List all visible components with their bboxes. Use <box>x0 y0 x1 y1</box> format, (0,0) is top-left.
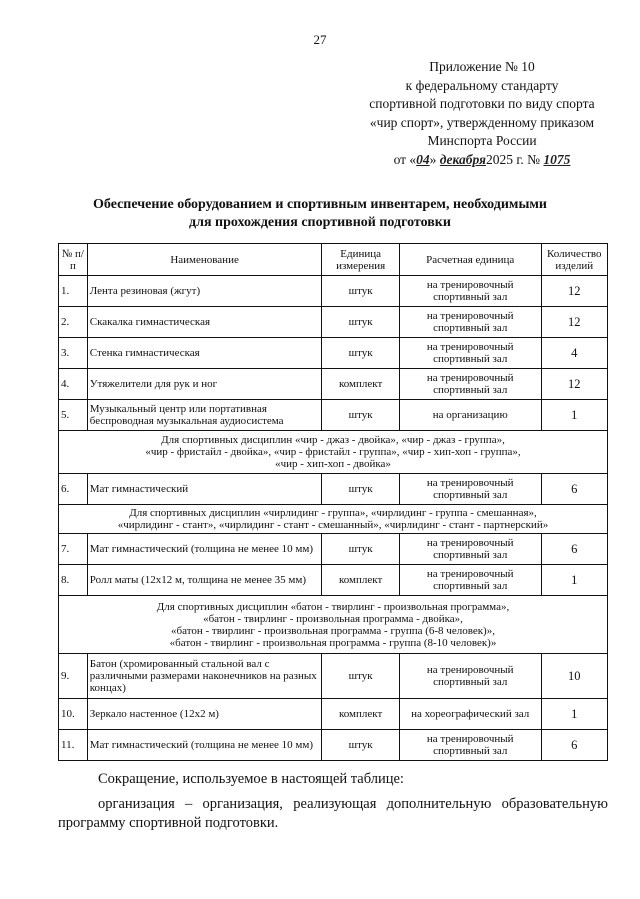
row-qty: 12 <box>541 307 607 338</box>
appendix-line-4: «чир спорт», утвержденному приказом <box>369 114 595 130</box>
table-row <box>59 534 608 565</box>
row-calc: на тренировочный спортивный зал <box>399 474 541 505</box>
row-unit: штук <box>322 654 399 699</box>
row-unit: штук <box>322 534 399 565</box>
row-calc: на тренировочный спортивный зал <box>399 276 541 307</box>
header-unit: Единица измерения <box>322 244 399 276</box>
row-name: Батон (хромированный стальной вал с различными размерами наконечников на разных концах) <box>87 654 322 699</box>
header-num: № п/п <box>59 244 88 276</box>
header-calc: Расчетная единица <box>399 244 541 276</box>
row-qty: 4 <box>541 338 607 369</box>
date-month: декабря <box>439 151 487 167</box>
row-unit: штук <box>322 730 399 761</box>
section-line: «батон - твирлинг - произвольная программа - группа (6-8 человек)», <box>171 624 495 637</box>
row-qty: 12 <box>541 276 607 307</box>
title-line-1: Обеспечение оборудованием и спортивным инвентарем, необходимыми <box>93 197 547 212</box>
equipment-table <box>58 243 608 761</box>
row-name: Стенка гимнастическая <box>87 338 322 369</box>
appendix-line-1: Приложение № 10 <box>429 59 535 74</box>
appendix-block <box>352 58 612 169</box>
row-unit: штук <box>322 276 399 307</box>
row-num: 9. <box>59 654 88 699</box>
appendix-line-2: к федеральному стандарту <box>405 77 559 93</box>
section-line: «чирлидинг - стант», «чирлидинг - стант - смешанный», «чирлидинг - стант - партнерский» <box>117 519 549 531</box>
row-name: Скакалка гимнастическая <box>87 307 322 338</box>
row-calc: на тренировочный спортивный зал <box>399 534 541 565</box>
order-number: 1075 <box>543 151 571 167</box>
row-unit: комплект <box>322 369 399 400</box>
table-row <box>59 338 608 369</box>
abbreviation-heading: Сокращение, используемое в настоящей таблице: <box>98 771 404 787</box>
row-name: Мат гимнастический <box>87 474 322 505</box>
header-qty: Количество изделий <box>541 244 607 276</box>
row-qty: 10 <box>541 654 607 699</box>
appendix-line-5: Минспорта России <box>427 133 537 148</box>
row-calc: на тренировочный спортивный зал <box>399 730 541 761</box>
table-row <box>59 654 608 699</box>
row-unit: комплект <box>322 699 399 730</box>
section-line: «чир - хип-хоп - двойка» <box>275 458 391 470</box>
row-num: 7. <box>59 534 88 565</box>
table-row <box>59 699 608 730</box>
table-row <box>59 276 608 307</box>
table-row <box>59 474 608 505</box>
page-title <box>40 196 600 232</box>
row-calc: на организацию <box>399 400 541 431</box>
row-num: 6. <box>59 474 88 505</box>
table-row <box>59 400 608 431</box>
row-qty: 6 <box>541 730 607 761</box>
section-row <box>59 431 608 474</box>
date-mid: » <box>429 151 437 167</box>
date-year: 2025 г. № <box>486 151 541 167</box>
row-name: Лента резиновая (жгут) <box>87 276 322 307</box>
row-qty: 12 <box>541 369 607 400</box>
row-calc: на тренировочный спортивный зал <box>399 338 541 369</box>
row-unit: комплект <box>322 565 399 596</box>
date-day: 04 <box>416 151 430 167</box>
row-qty: 1 <box>541 699 607 730</box>
title-line-2: для прохождения спортивной подготовки <box>189 215 451 230</box>
row-num: 4. <box>59 369 88 400</box>
section-row <box>59 505 608 534</box>
row-name: Музыкальный центр или портативная беспроводная музыкальная аудиосистема <box>87 400 322 431</box>
row-num: 10. <box>59 699 88 730</box>
row-qty: 1 <box>541 400 607 431</box>
appendix-line-3: спортивной подготовки по виду спорта <box>369 96 595 111</box>
section-line: Для спортивных дисциплин «батон - твирлинг - произвольная программа», <box>156 600 510 613</box>
row-unit: штук <box>322 338 399 369</box>
abbreviation-text: организация – организация, реализующая дополнительную образовательную программу спортивной подготовки. <box>58 796 608 831</box>
row-name: Утяжелители для рук и ног <box>87 369 322 400</box>
section-line: «батон - твирлинг - произвольная программа - группа (8-10 человек)» <box>169 636 497 649</box>
section-line: Для спортивных дисциплин «чирлидинг - группа», «чирлидинг - группа - смешанная», <box>129 507 537 519</box>
row-calc: на тренировочный спортивный зал <box>399 307 541 338</box>
table-row <box>59 369 608 400</box>
table-row <box>59 730 608 761</box>
header-name: Наименование <box>87 244 322 276</box>
row-calc: на тренировочный спортивный зал <box>399 654 541 699</box>
row-calc: на тренировочный спортивный зал <box>399 369 541 400</box>
row-qty: 1 <box>541 565 607 596</box>
row-unit: штук <box>322 400 399 431</box>
section-heading-2 <box>59 505 608 534</box>
row-name: Ролл маты (12х12 м, толщина не менее 35 мм) <box>87 565 322 596</box>
row-num: 5. <box>59 400 88 431</box>
row-qty: 6 <box>541 534 607 565</box>
row-num: 2. <box>59 307 88 338</box>
row-qty: 6 <box>541 474 607 505</box>
table-header-row <box>59 244 608 276</box>
row-num: 11. <box>59 730 88 761</box>
date-prefix: от « <box>393 151 417 167</box>
row-num: 1. <box>59 276 88 307</box>
page-number: 27 <box>313 32 327 47</box>
row-unit: штук <box>322 307 399 338</box>
table-row <box>59 307 608 338</box>
section-heading-1 <box>59 431 608 474</box>
row-num: 8. <box>59 565 88 596</box>
row-calc: на хореографический зал <box>399 699 541 730</box>
row-calc: на тренировочный спортивный зал <box>399 565 541 596</box>
section-line: «чир - фристайл - двойка», «чир - фристайл - группа», «чир - хип-хоп - группа», <box>145 446 521 458</box>
row-name: Зеркало настенное (12х2 м) <box>87 699 322 730</box>
appendix-date-line <box>352 151 612 170</box>
section-row <box>59 596 608 654</box>
row-unit: штук <box>322 474 399 505</box>
section-line: «батон - твирлинг - произвольная программа - двойка», <box>203 612 463 625</box>
row-name: Мат гимнастический (толщина не менее 10 мм) <box>87 730 322 761</box>
section-line: Для спортивных дисциплин «чир - джаз - двойка», «чир - джаз - группа», <box>161 434 505 446</box>
table-row <box>59 565 608 596</box>
row-name: Мат гимнастический (толщина не менее 10 мм) <box>87 534 322 565</box>
row-num: 3. <box>59 338 88 369</box>
section-heading-3 <box>59 596 608 654</box>
